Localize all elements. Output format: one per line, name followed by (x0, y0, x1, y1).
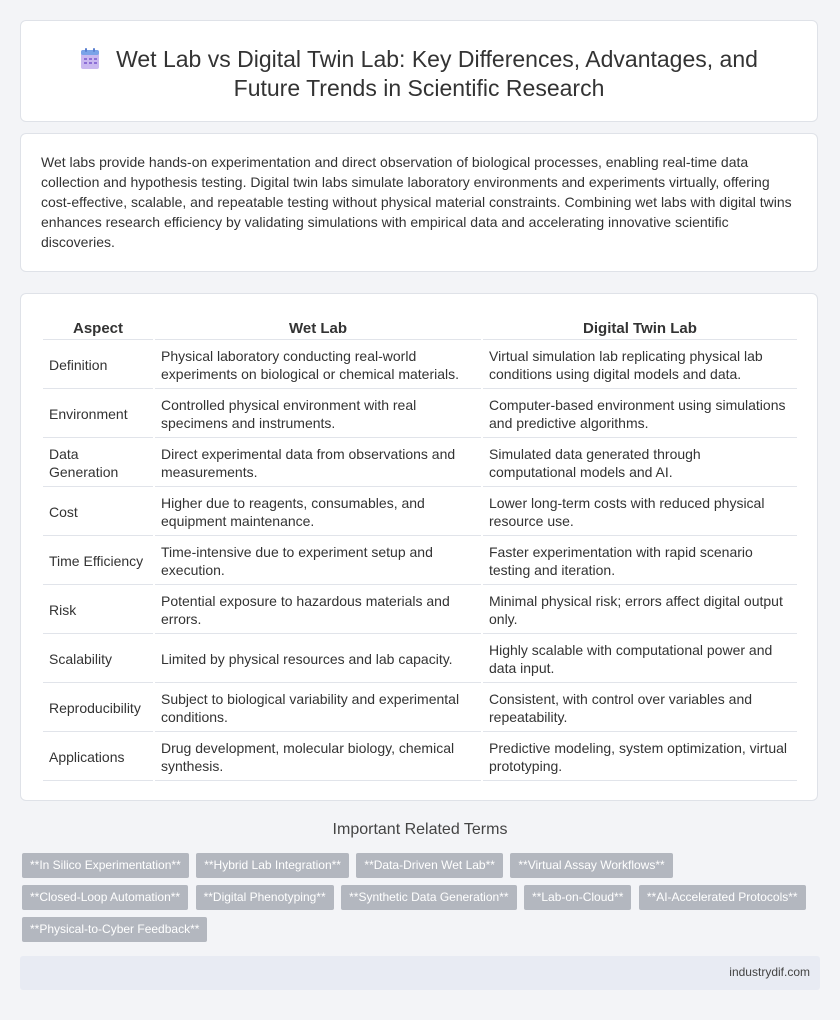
cell-aspect: Scalability (43, 636, 153, 683)
table-row (43, 342, 797, 389)
related-term-tag[interactable]: **Physical-to-Cyber Feedback** (22, 917, 207, 942)
header-digital-twin-lab: Digital Twin Lab (483, 316, 797, 340)
footer-site[interactable]: industrydif.com (729, 965, 810, 979)
related-terms-tags (22, 853, 822, 949)
cell-aspect: Applications (43, 734, 153, 781)
table-row (43, 636, 797, 683)
cell-aspect: Risk (43, 587, 153, 634)
cell-aspect: Definition (43, 342, 153, 389)
cell-digital-twin: Consistent, with control over variables and repeatability. (483, 685, 797, 732)
cell-aspect: Reproducibility (43, 685, 153, 732)
related-term-tag[interactable]: **Lab-on-Cloud** (524, 885, 631, 910)
table-row (43, 440, 797, 487)
cell-wet-lab: Potential exposure to hazardous materials and errors. (155, 587, 481, 634)
related-term-tag[interactable]: **In Silico Experimentation** (22, 853, 189, 878)
cell-wet-lab: Physical laboratory conducting real-world experiments on biological or chemical materials. (155, 342, 481, 389)
related-term-tag[interactable]: **Closed-Loop Automation** (22, 885, 188, 910)
cell-wet-lab: Drug development, molecular biology, chemical synthesis. (155, 734, 481, 781)
document-icon (80, 48, 100, 70)
header-wet-lab: Wet Lab (155, 316, 481, 340)
related-terms-title: Important Related Terms (332, 821, 508, 838)
cell-digital-twin: Simulated data generated through computational models and AI. (483, 440, 797, 487)
table-row (43, 489, 797, 536)
cell-wet-lab: Direct experimental data from observations and measurements. (155, 440, 481, 487)
comparison-table (41, 314, 799, 783)
cell-wet-lab: Controlled physical environment with real specimens and instruments. (155, 391, 481, 438)
related-term-tag[interactable]: **Digital Phenotyping** (196, 885, 334, 910)
related-term-tag[interactable]: **Synthetic Data Generation** (341, 885, 516, 910)
related-term-tag[interactable]: **Hybrid Lab Integration** (196, 853, 349, 878)
cell-wet-lab: Higher due to reagents, consumables, and equipment maintenance. (155, 489, 481, 536)
intro-card (20, 133, 818, 272)
cell-digital-twin: Faster experimentation with rapid scenario testing and iteration. (483, 538, 797, 585)
cell-wet-lab: Subject to biological variability and experimental conditions. (155, 685, 481, 732)
header-card (20, 20, 818, 122)
comparison-table-card (20, 293, 818, 801)
table-row (43, 538, 797, 585)
related-term-tag[interactable]: **Data-Driven Wet Lab** (356, 853, 503, 878)
table-row (43, 685, 797, 732)
page-title-text: Wet Lab vs Digital Twin Lab: Key Differences, Advantages, and Future Trends in Scientific Research (116, 46, 758, 101)
cell-wet-lab: Time-intensive due to experiment setup and execution. (155, 538, 481, 585)
related-term-tag[interactable]: **Virtual Assay Workflows** (510, 853, 672, 878)
table-row (43, 391, 797, 438)
cell-digital-twin: Highly scalable with computational power and data input. (483, 636, 797, 683)
cell-aspect: Environment (43, 391, 153, 438)
table-header-row (43, 316, 797, 340)
cell-digital-twin: Lower long-term costs with reduced physical resource use. (483, 489, 797, 536)
header-aspect: Aspect (43, 316, 153, 340)
cell-aspect: Time Efficiency (43, 538, 153, 585)
cell-digital-twin: Predictive modeling, system optimization, virtual prototyping. (483, 734, 797, 781)
cell-digital-twin: Virtual simulation lab replicating physical lab conditions using digital models and data. (483, 342, 797, 389)
cell-wet-lab: Limited by physical resources and lab capacity. (155, 636, 481, 683)
page-title (21, 45, 817, 103)
cell-aspect: Cost (43, 489, 153, 536)
related-term-tag[interactable]: **AI-Accelerated Protocols** (639, 885, 806, 910)
footer (20, 956, 820, 990)
table-row (43, 734, 797, 781)
cell-aspect: Data Generation (43, 440, 153, 487)
cell-digital-twin: Minimal physical risk; errors affect digital output only. (483, 587, 797, 634)
table-row (43, 587, 797, 634)
intro-paragraph: Wet labs provide hands-on experimentation and direct observation of biological processes, enabling real-time data collection and hypothesis testing. Digital twin labs simulate laboratory environments and experiments virtually, offering cost-effective, scalable, and repeatable testing without physical material constraints. Combining wet labs with digital twins enhances research efficiency by validating simulations with empirical data and accelerating innovative scientific discoveries. (41, 154, 792, 250)
cell-digital-twin: Computer-based environment using simulations and predictive algorithms. (483, 391, 797, 438)
